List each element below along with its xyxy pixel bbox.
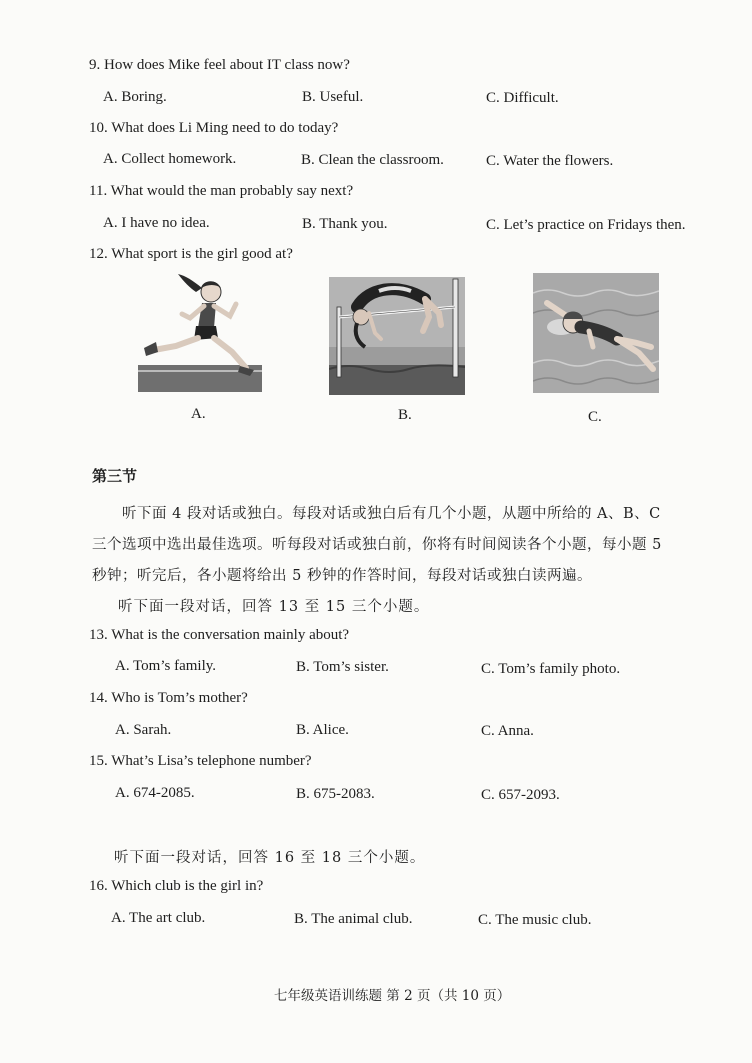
question-9-option-a: A. Boring. [103, 89, 167, 105]
question-13-option-b: B. Tom’s sister. [296, 659, 389, 675]
page-footer: 七年级英语训练题 第 2 页（共 10 页） [274, 988, 511, 1004]
question-16-option-a: A. The art club. [111, 910, 206, 926]
section-instructions-line-2: 三个选项中选出最佳选项。听每段对话或独白前，你将有时间阅读各个小题，每小题 5 [92, 537, 662, 553]
question-12-option-c: C. [588, 409, 602, 425]
question-11-stem: 11. What would the man probably say next? [89, 183, 354, 199]
question-9-stem: 9. How does Mike feel about IT class now? [89, 57, 350, 73]
question-16-option-b: B. The animal club. [294, 911, 413, 927]
question-13-stem: 13. What is the conversation mainly about? [89, 627, 350, 643]
question-14-option-b: B. Alice. [296, 722, 349, 738]
section-title: 第三节 [92, 467, 138, 485]
question-16-option-c: C. The music club. [478, 912, 592, 928]
question-15-option-b: B. 675-2083. [296, 786, 375, 802]
question-14-stem: 14. Who is Tom’s mother? [89, 690, 248, 706]
question-13-option-c: C. Tom’s family photo. [481, 661, 621, 677]
section-instructions-line-3: 秒钟；听完后，各小题将给出 5 秒钟的作答时间，每段对话或独白读两遍。 [92, 568, 592, 584]
running-girl-image [136, 270, 264, 394]
dialogue-prompt-16-18: 听下面一段对话，回答 16 至 18 三个小题。 [114, 850, 426, 866]
question-15-option-c: C. 657-2093. [481, 787, 560, 803]
question-9-option-c: C. Difficult. [486, 90, 559, 106]
question-14-option-a: A. Sarah. [115, 722, 172, 738]
question-11-option-c: C. Let’s practice on Fridays then. [486, 217, 686, 233]
question-12-option-a: A. [191, 406, 206, 422]
question-14-option-c: C. Anna. [481, 723, 534, 739]
swimming-girl-image [533, 273, 659, 393]
question-16-stem: 16. Which club is the girl in? [89, 878, 264, 894]
question-10-option-a: A. Collect homework. [103, 151, 237, 167]
question-13-option-a: A. Tom’s family. [115, 658, 217, 674]
section-instructions-line-1: 听下面 4 段对话或独白。每段对话或独白后有几个小题，从题中所给的 A、B、C [122, 506, 661, 522]
question-10-stem: 10. What does Li Ming need to do today? [89, 120, 339, 136]
question-12-option-b: B. [398, 407, 412, 423]
question-12-stem: 12. What sport is the girl good at? [89, 246, 293, 262]
question-9-option-b: B. Useful. [302, 89, 364, 105]
question-15-stem: 15. What’s Lisa’s telephone number? [89, 753, 312, 769]
question-10-option-c: C. Water the flowers. [486, 153, 614, 169]
question-15-option-a: A. 674-2085. [115, 785, 195, 801]
high-jump-girl-image [329, 277, 465, 395]
question-11-option-b: B. Thank you. [302, 216, 388, 232]
dialogue-prompt-13-15: 听下面一段对话，回答 13 至 15 三个小题。 [118, 599, 430, 615]
question-10-option-b: B. Clean the classroom. [301, 152, 444, 168]
question-11-option-a: A. I have no idea. [103, 215, 210, 231]
